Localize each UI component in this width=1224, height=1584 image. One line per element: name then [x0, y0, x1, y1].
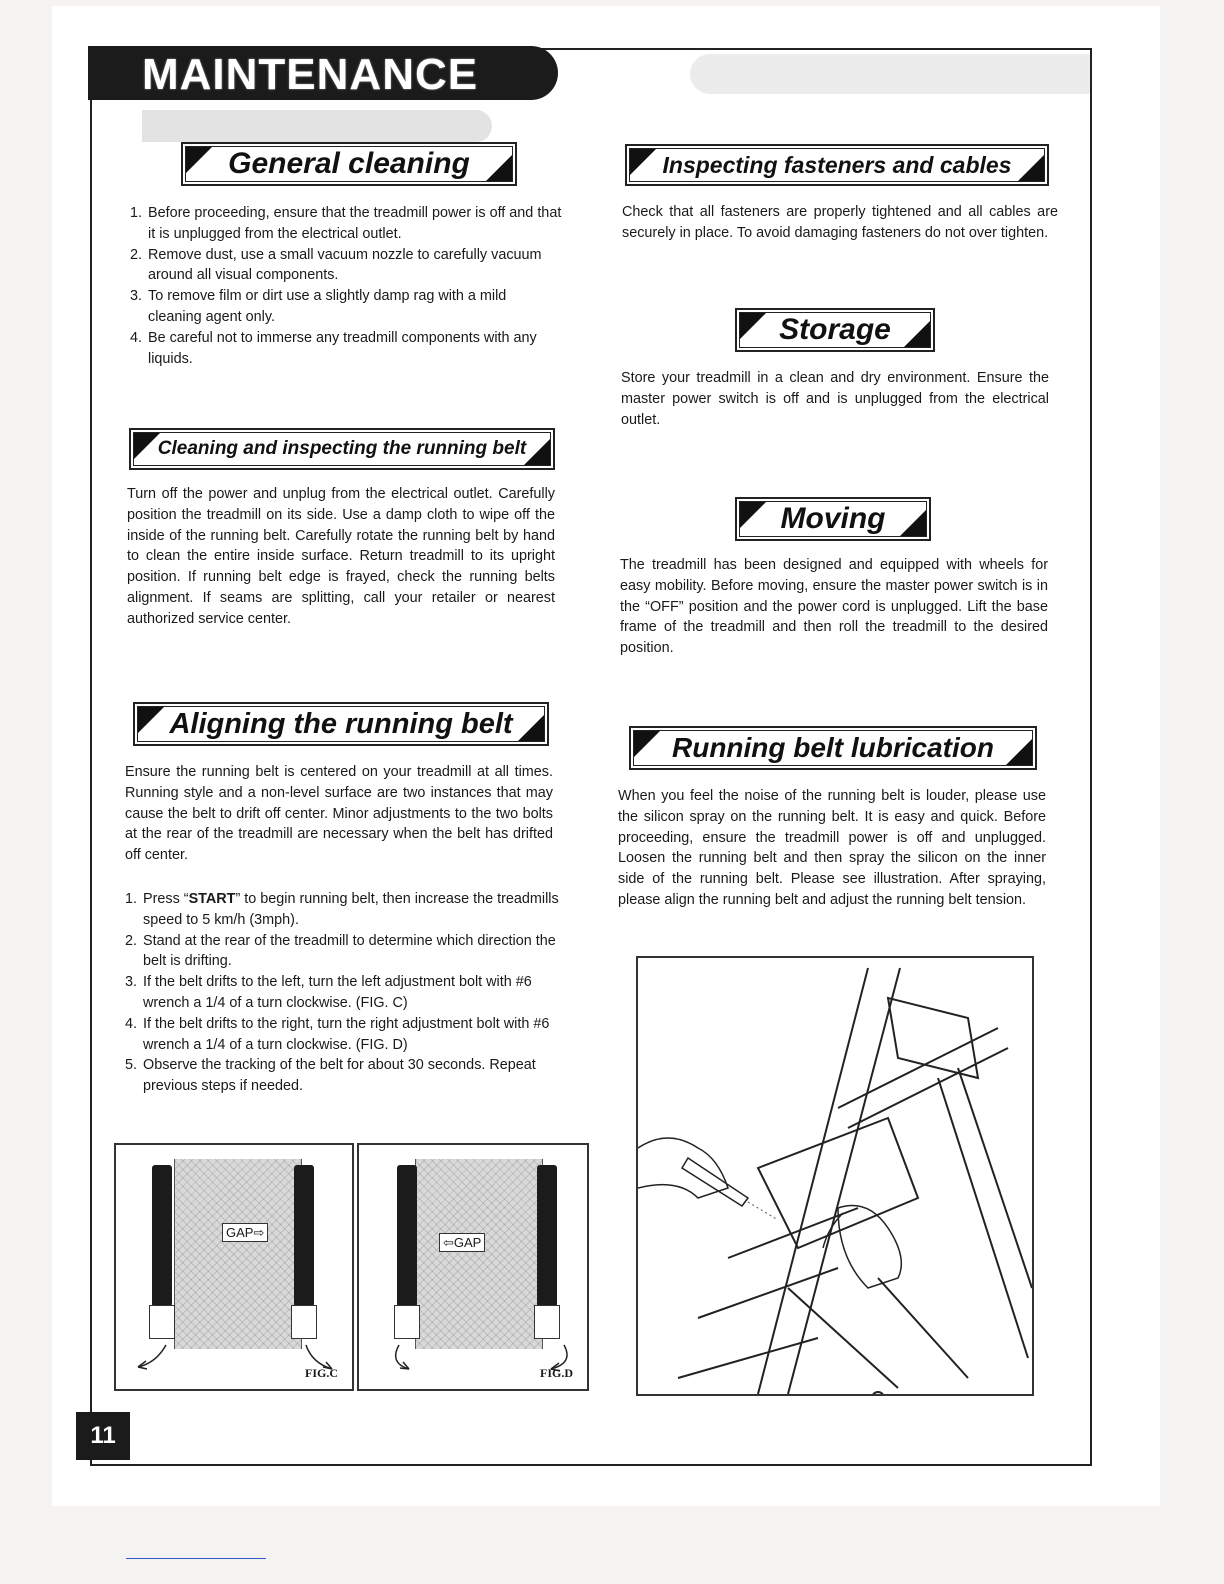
corner-triangle-icon: [634, 731, 660, 757]
figure-d: [357, 1143, 589, 1391]
aligning-belt-title: Aligning the running belt: [169, 707, 513, 740]
left-roller: [152, 1165, 172, 1307]
general-cleaning-list: [130, 203, 562, 369]
corner-triangle-icon: [518, 715, 544, 741]
right-rail: [291, 1305, 317, 1339]
moving-header: [735, 497, 931, 541]
aligning-belt-steps: [125, 889, 561, 1097]
list-item: 2. Stand at the rear of the treadmill to determine which direction the belt is drifting.: [125, 932, 556, 970]
running-belt-illustration: [174, 1159, 302, 1349]
aligning-belt-header: [133, 702, 549, 746]
left-rail: [394, 1305, 420, 1339]
list-item: 1. Before proceeding, ensure that the treadmill power is off and that it is unplugged from the electrical outlet.: [130, 205, 562, 242]
corner-triangle-icon: [904, 321, 930, 347]
gap-label: ⇦GAP: [439, 1233, 485, 1252]
corner-triangle-icon: [486, 155, 512, 181]
corner-triangle-icon: [524, 439, 550, 465]
corner-triangle-icon: [630, 149, 656, 175]
list-item: 5. Observe the tracking of the belt for about 30 seconds. Repeat previous steps if needed.: [125, 1057, 536, 1095]
start-keyword: START: [188, 891, 236, 907]
storage-title: Storage: [779, 313, 891, 346]
lubrication-text: When you feel the noise of the running belt is louder, please use the silicon spray on the running belt. It is easy and quick. Before proceeding, ensure the treadmill power is off and unplugged. Loosen the running belt and then spray the silicon on the inner side of the running belt. Please see illustration. After spraying, please align the running belt and adjust the running belt tension.: [618, 788, 1046, 908]
moving-title: Moving: [780, 502, 886, 535]
page-number: 11: [76, 1412, 130, 1460]
figure-c-label: FIG.C: [305, 1366, 338, 1380]
corner-triangle-icon: [186, 147, 212, 173]
inspecting-header: [625, 144, 1049, 186]
cleaning-belt-header: [129, 428, 555, 470]
inspecting-text: Check that all fasteners are properly tightened and all cables are securely in place. To avoid damaging fasteners do not over tighten.: [622, 204, 1058, 241]
list-item: 3. To remove film or dirt use a slightly damp rag with a mild cleaning agent only.: [130, 288, 507, 325]
moving-text: The treadmill has been designed and equipped with wheels for easy mobility. Before moving, ensure the master power switch is in the “OFF” position and the power cord is unplugged. Lift the base frame of the treadmill and then roll the treadmill to the desired position.: [620, 557, 1048, 657]
page-title: MAINTENANCE: [142, 50, 479, 99]
corner-triangle-icon: [740, 502, 766, 528]
list-item: 3. If the belt drifts to the left, turn the left adjustment bolt with #6 wrench a 1/4 of a turn clockwise. (FIG. C): [125, 974, 532, 1011]
corner-triangle-icon: [138, 707, 164, 733]
aligning-belt-intro: Ensure the running belt is centered on your treadmill at all times. Running style and a non-level surface are two instances that may cause the belt to drift off center. Minor adjustments to the two bolts at the rear of the treadmill are necessary when the belt has drifted off center.: [125, 764, 553, 864]
right-roller: [294, 1165, 314, 1307]
corner-triangle-icon: [134, 433, 160, 459]
inspecting-title: Inspecting fasteners and cables: [662, 151, 1012, 178]
footer-divider: [126, 1558, 266, 1559]
lubrication-header: [629, 726, 1037, 770]
right-roller: [537, 1165, 557, 1307]
storage-header: [735, 308, 935, 352]
running-belt-illustration: [415, 1159, 543, 1349]
lubrication-illustration: [636, 956, 1034, 1396]
right-rail: [534, 1305, 560, 1339]
corner-triangle-icon: [740, 313, 766, 339]
corner-triangle-icon: [1006, 739, 1032, 765]
list-item: 2. Remove dust, use a small vacuum nozzle to carefully vacuum around all visual components.: [130, 246, 542, 284]
list-item: 4. If the belt drifts to the right, turn the right adjustment bolt with #6 wrench a 1/4 of a turn clockwise. (FIG. D): [125, 1015, 550, 1053]
corner-triangle-icon: [1018, 155, 1044, 181]
left-rail: [149, 1305, 175, 1339]
storage-text: Store your treadmill in a clean and dry environment. Ensure the master power switch is off and is unplugged from the electrical outlet.: [621, 370, 1049, 428]
figure-c: [114, 1143, 354, 1391]
treadmill-spray-drawing: [638, 958, 1032, 1394]
list-item: 4. Be careful not to immerse any treadmill components with any liquids.: [130, 329, 537, 367]
corner-triangle-icon: [900, 510, 926, 536]
list-item: 1. Press “START” to begin running belt, then increase the treadmills speed to 5 km/h (3mph).: [125, 891, 559, 928]
gap-label: GAP⇨: [222, 1223, 268, 1242]
lubrication-title: Running belt lubrication: [672, 732, 994, 763]
figure-d-label: FIG.D: [540, 1366, 573, 1380]
cleaning-belt-title: Cleaning and inspecting the running belt: [157, 438, 527, 459]
cleaning-belt-text: Turn off the power and unplug from the electrical outlet. Carefully position the treadmill on its side. Use a damp cloth to wipe off the inside of the running belt. Carefully rotate the running belt by hand to clean the entire inside surface. Return treadmill to its upright position. If running belt edge is frayed, check the running belts alignment. If seams are splitting, call your retailer or nearest authorized service center.: [127, 486, 555, 627]
general-cleaning-title: General cleaning: [228, 147, 470, 180]
general-cleaning-header: [181, 142, 517, 186]
left-roller: [397, 1165, 417, 1307]
